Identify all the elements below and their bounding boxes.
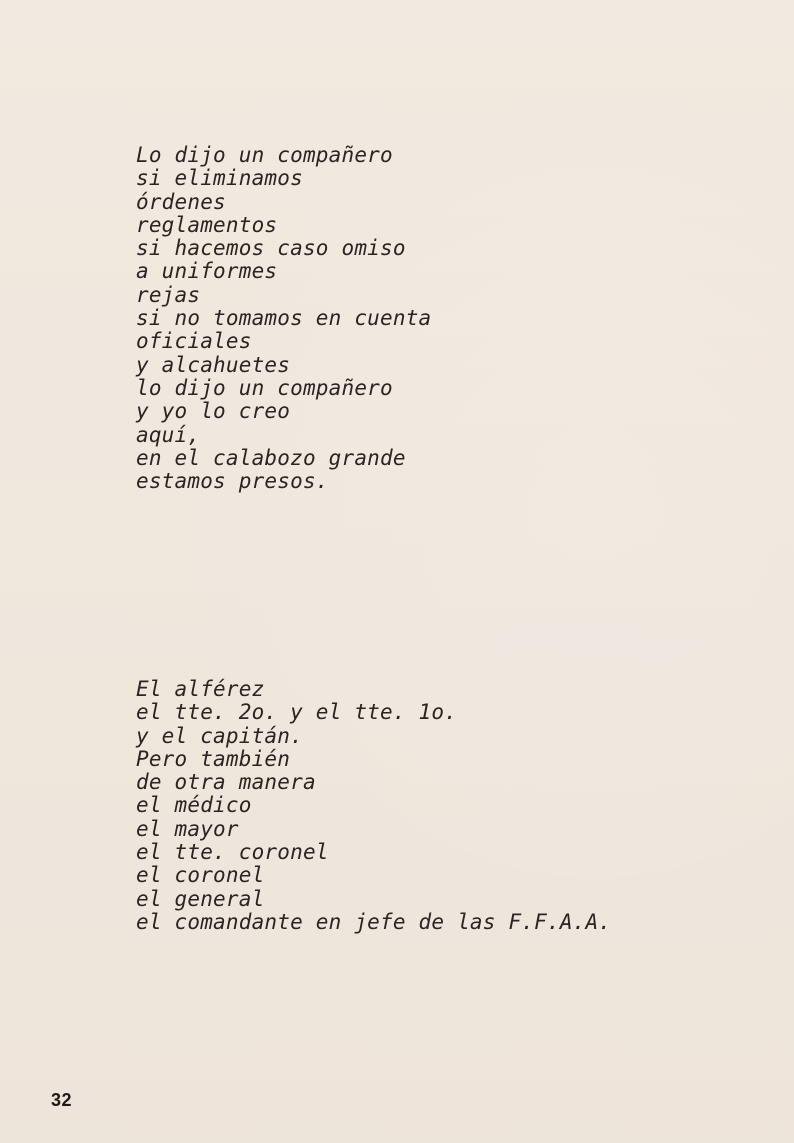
- stanza-1-line-11: lo dijo un compañero: [136, 375, 393, 400]
- stanza-2-line-7: el mayor: [136, 816, 239, 841]
- stanza-1-line-7: rejas: [136, 282, 201, 307]
- stanza-1-line-13: aquí,: [136, 422, 201, 447]
- stanza-2-line-1: El alférez: [136, 677, 265, 701]
- stanza-1-line-3: órdenes: [136, 189, 226, 214]
- stanza-2: [136, 678, 726, 934]
- stanza-2-line-5: de otra manera: [136, 770, 316, 795]
- stanza-2-line-6: el médico: [136, 793, 252, 818]
- stanza-1-line-4: reglamentos: [136, 212, 278, 237]
- stanza-1-line-12: y yo lo creo: [136, 399, 291, 424]
- page-number: 32: [51, 1090, 73, 1110]
- stanza-2-line-2: el tte. 2o. y el tte. 1o.: [136, 700, 458, 725]
- stanza-2-line-11: el comandante en jefe de las F.F.A.A.: [136, 909, 612, 934]
- stanza-1-line-9: oficiales: [136, 329, 252, 354]
- stanza-1-line-14: en el calabozo grande: [136, 445, 406, 470]
- stanza-2-line-8: el tte. coronel: [136, 840, 329, 865]
- stanza-1-line-6: a uniformes: [136, 259, 278, 284]
- stanza-2-line-10: el general: [136, 886, 265, 911]
- stanza-1-line-10: y alcahuetes: [136, 352, 291, 377]
- stanza-1-line-8: si no tomamos en cuenta: [136, 306, 432, 331]
- stanza-1-line-15: estamos presos.: [136, 469, 329, 494]
- stanza-2-line-9: el coronel: [136, 863, 265, 888]
- stanza-1-line-2: si eliminamos: [136, 166, 303, 191]
- stanza-1: [136, 144, 726, 493]
- stanza-2-line-3: y el capitán.: [136, 723, 303, 748]
- stanza-1-line-5: si hacemos caso omiso: [136, 236, 406, 261]
- stanza-2-line-4: Pero también: [136, 746, 291, 771]
- stanza-1-line-1: Lo dijo un compañero: [136, 143, 393, 167]
